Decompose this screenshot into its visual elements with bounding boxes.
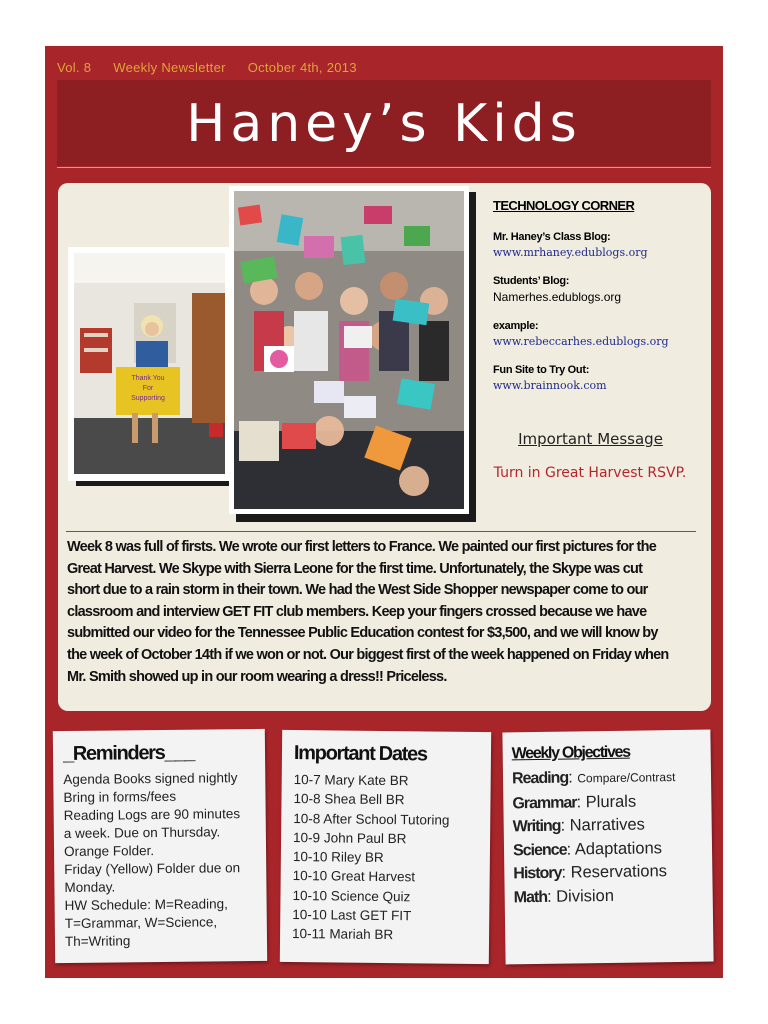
reminders-card xyxy=(53,729,267,963)
teacher-photo-frame xyxy=(68,247,231,481)
issue-meta xyxy=(57,60,375,75)
technology-corner-heading: TECHNOLOGY CORNER xyxy=(493,198,635,213)
story-line: classroom and interview GET FIT club members. Keep your fingers crossed because we have xyxy=(67,603,647,620)
weekly-story xyxy=(67,537,697,688)
reminder-line: a week. Due on Thursday. xyxy=(63,824,221,842)
objective-subject: Reading xyxy=(511,769,569,788)
date-item: 10-9 John Paul BR xyxy=(293,829,407,847)
story-line: submitted our video for the Tennessee Public Education contest for $3,500, and we will know by xyxy=(67,625,658,642)
date-item: 10-11 Mariah BR xyxy=(292,926,394,943)
reminder-line: HW Schedule: M=Reading, xyxy=(64,896,228,914)
reminder-line: Agenda Books signed nightly xyxy=(63,770,238,788)
objective-value: Compare/Contrast xyxy=(577,770,676,786)
date-item: 10-8 After School Tutoring xyxy=(293,810,450,828)
reminder-line: T=Grammar, W=Science, xyxy=(64,914,218,932)
class-blog-link[interactable]: www.mrhaney.edublogs.org xyxy=(493,246,648,259)
sign-text: Thank You xyxy=(131,375,165,382)
reminder-line: Monday. xyxy=(64,879,116,896)
date-item: 10-10 Great Harvest xyxy=(292,868,416,885)
important-message-heading: Important Message xyxy=(518,430,663,448)
class-photo-frame xyxy=(229,186,469,514)
objective-value: Narratives xyxy=(569,815,645,835)
objective-subject: Science xyxy=(512,841,567,859)
newsletter-title: Haney’s Kids xyxy=(186,94,582,154)
date-item: 10-8 Shea Bell BR xyxy=(293,791,405,808)
objective-row: Writing: Narratives xyxy=(512,815,645,836)
objective-subject: Writing xyxy=(512,817,561,836)
reminder-line: Reading Logs are 90 minutes xyxy=(63,806,241,824)
weekly-objectives-title: Weekly Objectives xyxy=(511,743,630,763)
newsletter-type-label: Weekly Newsletter xyxy=(113,60,226,75)
students-blog-label: Students’ Blog: xyxy=(493,275,570,287)
reminder-line: Th=Writing xyxy=(64,933,131,949)
story-line: short due to a rain storm in their town. We had the West Side Shopper newspaper come to our xyxy=(67,582,648,599)
objective-row: Math: Division xyxy=(513,886,615,906)
masthead-divider xyxy=(57,167,711,168)
important-dates-list xyxy=(292,770,484,946)
objective-row: Reading: Compare/Contrast xyxy=(511,768,676,788)
objective-row: Grammar: Plurals xyxy=(512,792,637,812)
students-blog-value: Namerhes.edublogs.org xyxy=(493,290,622,304)
svg-text:For: For xyxy=(142,385,154,392)
reminders-title: _Reminders___ xyxy=(62,741,195,766)
class-photo-image xyxy=(234,191,464,509)
weekly-objectives-card xyxy=(502,730,713,965)
important-message-text: Turn in Great Harvest RSVP. xyxy=(493,465,687,481)
objective-subject: Grammar xyxy=(512,793,577,812)
objective-row: History: Reservations xyxy=(513,862,668,883)
objective-subject: History xyxy=(513,864,562,883)
example-label: example: xyxy=(493,320,539,332)
technology-corner xyxy=(493,198,708,392)
reminders-list xyxy=(63,769,265,951)
objective-value: Reservations xyxy=(570,862,668,882)
teacher-photo-image xyxy=(74,253,225,474)
important-dates-title: Important Dates xyxy=(293,742,427,766)
important-dates-card xyxy=(280,730,491,964)
objectives-list xyxy=(512,765,710,910)
masthead xyxy=(57,80,711,166)
date-item: 10-10 Riley BR xyxy=(292,849,384,866)
objective-value: Division xyxy=(556,886,615,906)
reminder-line: Orange Folder. xyxy=(63,843,155,860)
svg-text:Supporting: Supporting xyxy=(131,395,165,402)
class-blog-label: Mr. Haney’s Class Blog: xyxy=(493,231,611,243)
fun-site-label: Fun Site to Try Out: xyxy=(493,364,590,376)
objective-row: Science: Adaptations xyxy=(512,838,663,859)
reminder-line: Bring in forms/fees xyxy=(63,788,177,806)
example-link[interactable]: www.rebeccarhes.edublogs.org xyxy=(493,335,669,348)
date-item: 10-10 Science Quiz xyxy=(292,887,411,905)
story-divider xyxy=(66,531,696,532)
reminder-line: Friday (Yellow) Folder due on xyxy=(64,860,241,878)
date-item: 10-7 Mary Kate BR xyxy=(293,772,409,789)
teacher-photo xyxy=(74,253,225,474)
objective-value: Adaptations xyxy=(574,838,663,858)
date-item: 10-10 Last GET FIT xyxy=(292,907,412,924)
class-photo xyxy=(234,191,464,509)
fun-site-link[interactable]: www.brainnook.com xyxy=(493,379,607,392)
story-line: the week of October 14th if we won or not. Our biggest first of the week happened on Friday when xyxy=(67,646,669,663)
objective-value: Plurals xyxy=(585,792,637,811)
story-line: Mr. Smith showed up in our room wearing a dress!! Priceless. xyxy=(67,668,447,685)
objective-subject: Math xyxy=(513,888,548,906)
story-line: Week 8 was full of firsts. We wrote our first letters to France. We painted our first pictures for the xyxy=(67,539,657,555)
story-line: Great Harvest. We Skype with Sierra Leone for the first time. Unfortunately, the Skype was cut xyxy=(67,560,643,577)
volume-label: Vol. 8 xyxy=(57,60,92,75)
issue-date: October 4th, 2013 xyxy=(247,60,357,75)
